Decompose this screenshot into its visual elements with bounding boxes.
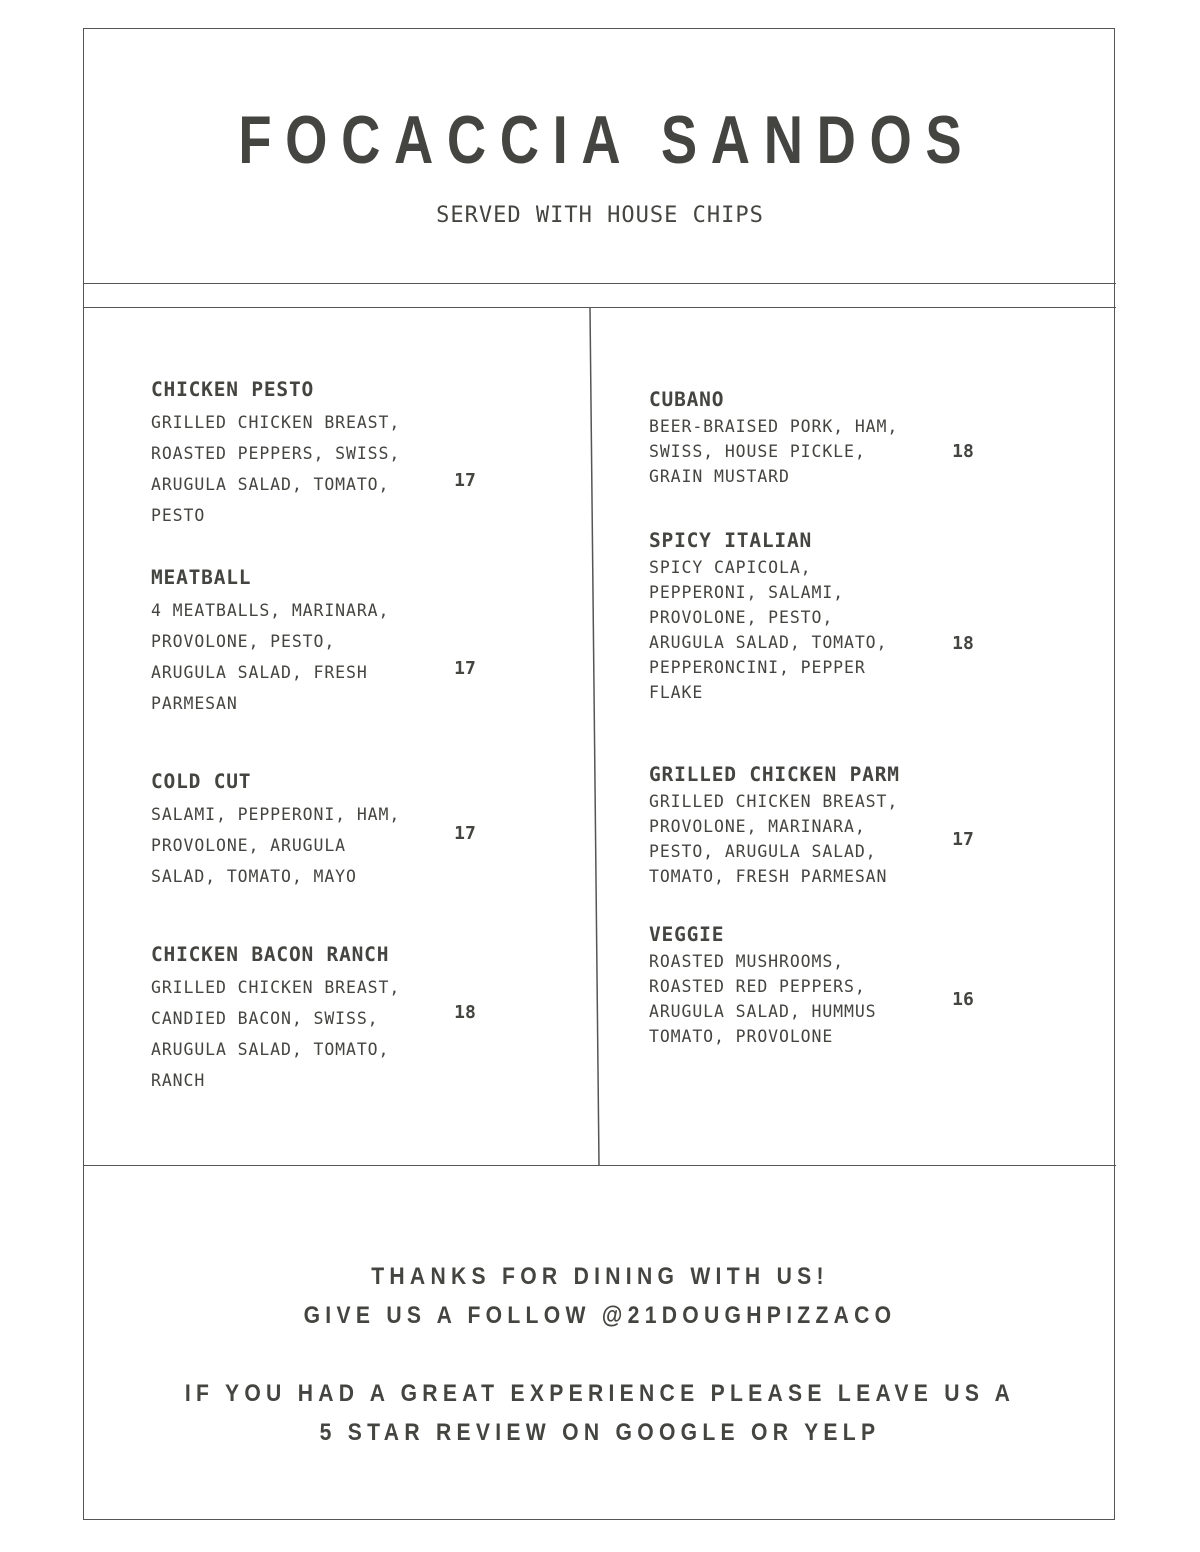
item-price: 18 (952, 441, 974, 462)
item-description-line: SWISS, HOUSE PICKLE, (649, 442, 866, 461)
item-price: 17 (454, 823, 476, 844)
item-description-line: PEPPERONI, SALAMI, (649, 583, 845, 602)
item-description-line: PROVOLONE, PESTO, (151, 632, 336, 651)
item-description-line: TOMATO, PROVOLONE (649, 1027, 834, 1046)
item-description-line: GRILLED CHICKEN BREAST, (151, 978, 401, 997)
item-name: MEATBALL (151, 566, 252, 589)
item-price: 18 (952, 633, 974, 654)
item-name: SPICY ITALIAN (649, 529, 813, 552)
menu-item (151, 373, 476, 531)
item-price: 18 (454, 1002, 476, 1023)
menu-item (151, 938, 476, 1096)
item-name: VEGGIE (649, 923, 725, 946)
item-description-line: PROVOLONE, PESTO, (649, 608, 834, 627)
footer-follow: GIVE US A FOLLOW @21DOUGHPIZZACO (303, 1302, 897, 1329)
item-description-line: ARUGULA SALAD, TOMATO, (151, 1040, 390, 1059)
item-description-line: ARUGULA SALAD, TOMATO, (649, 633, 888, 652)
item-description-line: FLAKE (649, 683, 704, 702)
item-name: COLD CUT (151, 770, 252, 793)
item-description (151, 972, 400, 1096)
item-price: 16 (952, 989, 974, 1010)
item-price: 17 (454, 658, 476, 679)
item-description (649, 414, 898, 489)
item-description (649, 555, 887, 705)
item-description-line: ARUGULA SALAD, HUMMUS (649, 1002, 877, 1021)
item-description-line: TOMATO, FRESH PARMESAN (649, 867, 888, 886)
item-description-line: GRILLED CHICKEN BREAST, (151, 413, 401, 432)
item-name: CHICKEN PESTO (151, 378, 315, 401)
item-description-line: PESTO, ARUGULA SALAD, (649, 842, 877, 861)
item-description (151, 407, 400, 531)
item-name: CUBANO (649, 388, 725, 411)
item-description-line: ARUGULA SALAD, FRESH (151, 663, 368, 682)
item-description-line: GRAIN MUSTARD (649, 467, 790, 486)
item-description-line: PROVOLONE, MARINARA, (649, 817, 866, 836)
item-description-line: CANDIED BACON, SWISS, (151, 1009, 379, 1028)
item-description-line: 4 MEATBALLS, MARINARA, (151, 601, 390, 620)
item-description (649, 949, 877, 1049)
item-description-line: SPICY CAPICOLA, (649, 558, 812, 577)
item-description-line: PESTO (151, 506, 206, 525)
footer-review-line-1: IF YOU HAD A GREAT EXPERIENCE PLEASE LEAVE US A (184, 1380, 1016, 1407)
item-description-line: BEER-BRAISED PORK, HAM, (649, 417, 899, 436)
item-description-line: SALAD, TOMATO, MAYO (151, 867, 357, 886)
footer-review-line-2: 5 STAR REVIEW ON GOOGLE OR YELP (319, 1419, 881, 1446)
menu-item (649, 761, 974, 889)
item-description-line: PROVOLONE, ARUGULA (151, 836, 347, 855)
item-description (151, 799, 400, 892)
item-price: 17 (952, 829, 974, 850)
item-description-line: PEPPERONCINI, PEPPER (649, 658, 866, 677)
menu-item (151, 561, 476, 719)
item-name: GRILLED CHICKEN PARM (649, 763, 900, 786)
menu-subtitle: SERVED WITH HOUSE CHIPS (436, 203, 764, 228)
item-description-line: SALAMI, PEPPERONI, HAM, (151, 805, 401, 824)
item-description-line: RANCH (151, 1071, 206, 1090)
item-description-line: ROASTED MUSHROOMS, (649, 952, 845, 971)
item-description-line: ROASTED PEPPERS, SWISS, (151, 444, 401, 463)
item-description-line: ROASTED RED PEPPERS, (649, 977, 866, 996)
item-description (649, 789, 900, 889)
footer-thanks: THANKS FOR DINING WITH US! (371, 1263, 829, 1290)
item-description (151, 595, 389, 719)
menu-item (649, 921, 974, 1049)
menu-title: FOCACCIA SANDOS (238, 102, 976, 178)
menu-item (649, 527, 974, 705)
item-name: CHICKEN BACON RANCH (151, 943, 390, 966)
menu-item (151, 765, 476, 892)
item-description-line: ARUGULA SALAD, TOMATO, (151, 475, 390, 494)
item-price: 17 (454, 470, 476, 491)
item-description-line: PARMESAN (151, 694, 238, 713)
menu-item (649, 386, 974, 489)
item-description-line: GRILLED CHICKEN BREAST, (649, 792, 899, 811)
